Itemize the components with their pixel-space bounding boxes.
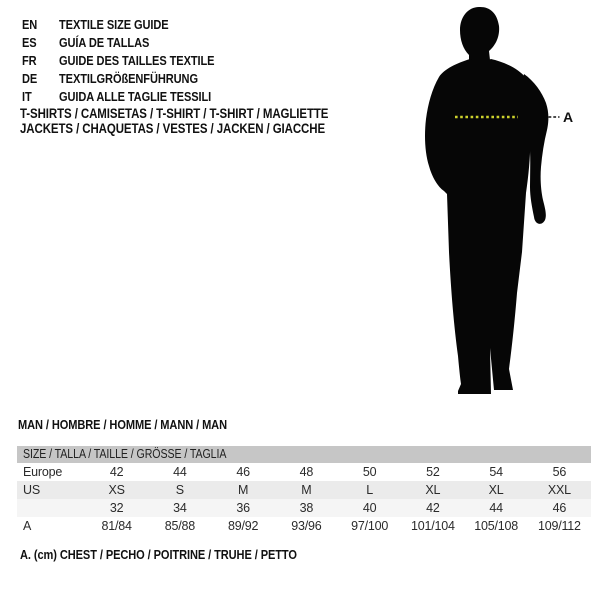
size-cell: S [175, 483, 184, 497]
row-label [17, 499, 85, 517]
size-cell: 109/112 [537, 519, 581, 533]
size-cell: 34 [173, 501, 187, 515]
language-title: TEXTILE SIZE GUIDE [59, 17, 169, 32]
language-row-it [22, 88, 242, 106]
size-cell: 93/96 [291, 519, 322, 533]
man-silhouette-figure [395, 0, 600, 410]
measure-label-a: A [563, 109, 574, 125]
language-row-es [22, 34, 242, 52]
garment-categories [20, 106, 383, 136]
size-row-numeric [17, 499, 591, 517]
language-code: IT [22, 89, 32, 104]
size-table [17, 446, 591, 535]
size-cell: 46 [236, 465, 250, 479]
size-cell: 97/100 [351, 519, 389, 533]
language-title: GUIDE DES TAILLES TEXTILE [59, 53, 215, 68]
row-label: Europe [23, 465, 63, 479]
silhouette-head [460, 7, 499, 64]
language-title: TEXTILGRÖßENFÜHRUNG [59, 71, 198, 86]
size-cell: 38 [299, 501, 314, 515]
size-cell: 85/88 [164, 519, 196, 533]
size-cell: 36 [236, 501, 250, 515]
size-cell: 42 [109, 465, 124, 479]
row-label: US [23, 483, 40, 497]
category-line-jackets: JACKETS / CHAQUETAS / VESTES / JACKEN / GIACCHE [20, 121, 326, 136]
man-silhouette [425, 7, 548, 394]
size-cell: 52 [426, 465, 440, 479]
size-cell: XXL [547, 483, 571, 497]
footnote-chest: A. (cm) CHEST / PECHO / POITRINE / TRUHE / PETTO [20, 547, 297, 562]
language-row-en [22, 16, 242, 34]
size-cell: 44 [173, 465, 187, 479]
language-code: FR [22, 53, 37, 68]
size-cell: 105/108 [474, 519, 519, 533]
size-table-header: SIZE / TALLA / TAILLE / GRÖSSE / TAGLIA [17, 446, 591, 463]
language-code: DE [22, 71, 38, 86]
size-cell: 81/84 [101, 519, 132, 533]
language-code: ES [22, 35, 37, 50]
size-cell: 89/92 [227, 519, 259, 533]
size-cell: M [238, 483, 249, 497]
language-title: GUÍA DE TALLAS [59, 35, 150, 50]
category-line-tshirts: T-SHIRTS / CAMISETAS / T-SHIRT / T-SHIRT / MAGLIETTE [20, 106, 329, 121]
size-cell: L [366, 483, 373, 497]
section-title-man: MAN / HOMBRE / HOMME / MANN / MAN [18, 417, 227, 432]
size-cell: 48 [299, 465, 314, 479]
language-row-fr [22, 52, 242, 70]
size-cell: 32 [109, 501, 124, 515]
size-cell: 56 [552, 465, 567, 479]
size-cell: 42 [426, 501, 440, 515]
language-row-de [22, 70, 242, 88]
size-cell: 40 [362, 501, 377, 515]
language-title: GUIDA ALLE TAGLIE TESSILI [59, 89, 212, 104]
size-cell: 101/104 [410, 519, 455, 533]
size-cell: 46 [552, 501, 567, 515]
silhouette-torso-legs [425, 59, 530, 394]
size-cell: XL [425, 483, 441, 497]
size-cell: 54 [489, 465, 503, 479]
size-row-chest-a [17, 517, 591, 535]
row-label: A [23, 519, 32, 533]
language-code: EN [22, 17, 38, 32]
size-cell: XS [108, 483, 125, 497]
size-cell: M [301, 483, 312, 497]
size-cell: 44 [489, 501, 503, 515]
size-row-europe [17, 463, 591, 481]
size-cell: 50 [362, 465, 377, 479]
size-cell: XL [488, 483, 504, 497]
language-list [22, 16, 242, 106]
size-row-us [17, 481, 591, 499]
